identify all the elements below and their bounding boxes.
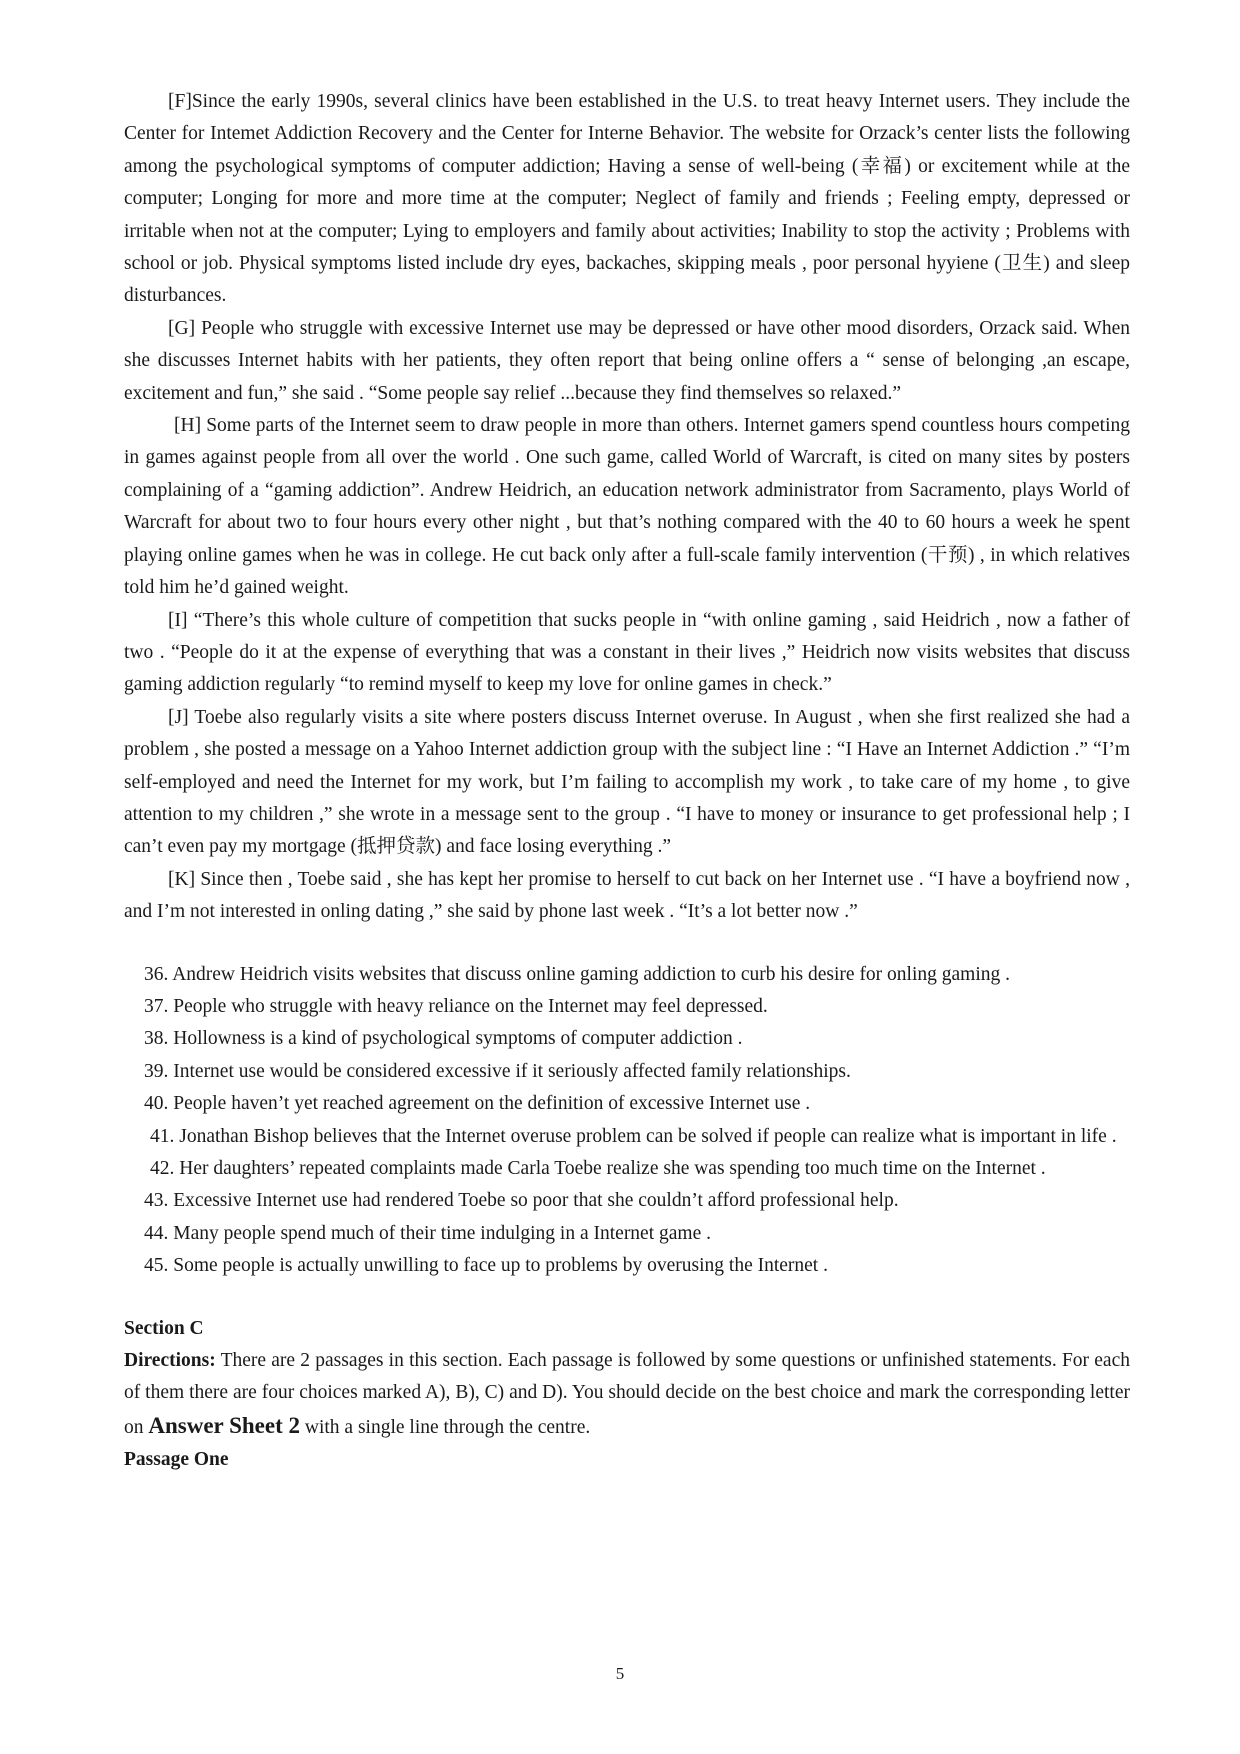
- statement-39: [124, 1056, 1130, 1088]
- statement-text: Hollowness is a kind of psychological symptoms of computer addiction .: [173, 1028, 743, 1050]
- statement-number: 43.: [144, 1190, 169, 1212]
- statement-text: People haven’t yet reached agreement on the definition of excessive Internet use .: [173, 1093, 811, 1115]
- statement-number: 40.: [144, 1093, 169, 1115]
- paragraph-f: [F]Since the early 1990s, several clinics have been established in the U.S. to treat heavy Internet users. They include the Center for Intemet Addiction Recovery and the Center for Interne Behavior. The website for Orzack’s center lists the following among the psychological symptoms of computer addiction; Having a sense of well-being (幸福) or excitement while at the computer; Longing for more and more time at the computer; Neglect of family and friends ; Feeling empty, depressed or irritable when not at the computer; Lying to employers and family about activities; Inability to stop the activity ; Problems with school or job. Physical symptoms listed include dry eyes, backaches, skipping meals , poor personal hyyiene (卫生) and sleep disturbances.: [124, 91, 1130, 307]
- statement-41: [124, 1121, 1130, 1153]
- statement-37: [124, 991, 1130, 1023]
- statement-number: 38.: [144, 1028, 169, 1050]
- statement-number: 39.: [144, 1060, 169, 1082]
- statement-number: 44.: [144, 1222, 169, 1244]
- statement-36: [124, 959, 1130, 991]
- passage-title: Passage One: [124, 1449, 229, 1471]
- statement-text: People who struggle with heavy reliance on the Internet may feel depressed.: [173, 995, 768, 1017]
- document-page: [124, 86, 1130, 1477]
- directions-label: Directions:: [124, 1350, 216, 1372]
- statement-text: Excessive Internet use had rendered Toebe so poor that she couldn’t afford professional help.: [173, 1190, 899, 1212]
- statement-text: Her daughters’ repeated complaints made Carla Toebe realize she was spending too much time on the Internet .: [179, 1158, 1046, 1179]
- statement-45: [124, 1250, 1130, 1282]
- statement-text: Many people spend much of their time indulging in a Internet game .: [173, 1222, 711, 1244]
- answer-sheet-label: Answer Sheet 2: [148, 1412, 300, 1438]
- directions-tail: with a single line through the centre.: [300, 1416, 591, 1438]
- section-title: Section C: [124, 1317, 204, 1339]
- paragraph-h: [H] Some parts of the Internet seem to draw people in more than others. Internet gamers spend countless hours competing in games against people from all over the world . One such game, called World of Warcraft, is cited on many sites by posters complaining of a “gaming addiction”. Andrew Heidrich, an education network administrator from Sacramento, plays World of Warcraft for about two to four hours every other night , but that’s nothing compared with the 40 to 60 hours a week he spent playing online games when he was in college. He cut back only after a full-scale family intervention (干预) , in which relatives told him he’d gained weight.: [124, 415, 1130, 599]
- statement-text: Internet use would be considered excessive if it seriously affected family relationships.: [173, 1060, 851, 1082]
- statement-list: [124, 959, 1130, 1283]
- statement-number: 45.: [144, 1255, 169, 1277]
- page-number: 5: [615, 1664, 625, 1683]
- statement-number: 37.: [144, 995, 169, 1017]
- statement-number: 36.: [144, 963, 169, 985]
- statement-number: 41.: [150, 1125, 175, 1147]
- statement-text: Jonathan Bishop believes that the Internet overuse problem can be solved if people can realize what is important in life .: [179, 1125, 1117, 1147]
- paragraph-j: [J] Toebe also regularly visits a site where posters discuss Internet overuse. In August , when she first realized she had a problem , she posted a message on a Yahoo Internet addiction group with the subject line : “I Have an Internet Addiction .” “I’m self-employed and need the Internet for my work, but I’m failing to accomplish my work , to take care of my home , to give attention to my children ,” she wrote in a message sent to the group . “I have to money or insurance to get professional help ; I can’t even pay my mortgage (抵押贷款) and face losing everything .”: [124, 706, 1130, 858]
- directions-text: There are 2 passages in this section. Each passage is followed by some questions or unfinished statements. For each of them there are four choices marked A), B), C) and D). You should decide on the best choice and mark the corresponding letter on: [124, 1350, 1130, 1438]
- statement-43: [124, 1185, 1130, 1217]
- paragraph-i: [I] “There’s this whole culture of competition that sucks people in “with online gaming , said Heidrich , now a father of two . “People do it at the expense of everything that was a constant in their lives ,” Heidrich now visits websites that discuss gaming addiction regularly “to remind myself to keep my love for online games in check.”: [124, 609, 1130, 696]
- statement-44: [124, 1218, 1130, 1250]
- statement-text: Andrew Heidrich visits websites that discuss online gaming addiction to curb his desire for onling gaming .: [172, 963, 1011, 985]
- statement-number: 42.: [150, 1158, 175, 1179]
- paragraph-k: [K] Since then , Toebe said , she has kept her promise to herself to cut back on her Internet use . “I have a boyfriend now , and I’m not interested in onling dating ,” she said by phone last week . “It’s a lot better now .”: [124, 868, 1130, 923]
- section-c: [124, 1313, 1130, 1477]
- statement-text: Some people is actually unwilling to face up to problems by overusing the Internet .: [173, 1255, 828, 1277]
- statement-40: [124, 1088, 1130, 1120]
- paragraph-g: [G] People who struggle with excessive Internet use may be depressed or have other mood disorders, Orzack said. When she discusses Internet habits with her patients, they often report that being online offers a “ sense of belonging ,an escape, excitement and fun,” she said . “Some people say relief ...because they find themselves so relaxed.”: [124, 317, 1130, 404]
- section-directions: [124, 1345, 1130, 1444]
- statement-38: [124, 1023, 1130, 1055]
- statement-42: [124, 1153, 1130, 1185]
